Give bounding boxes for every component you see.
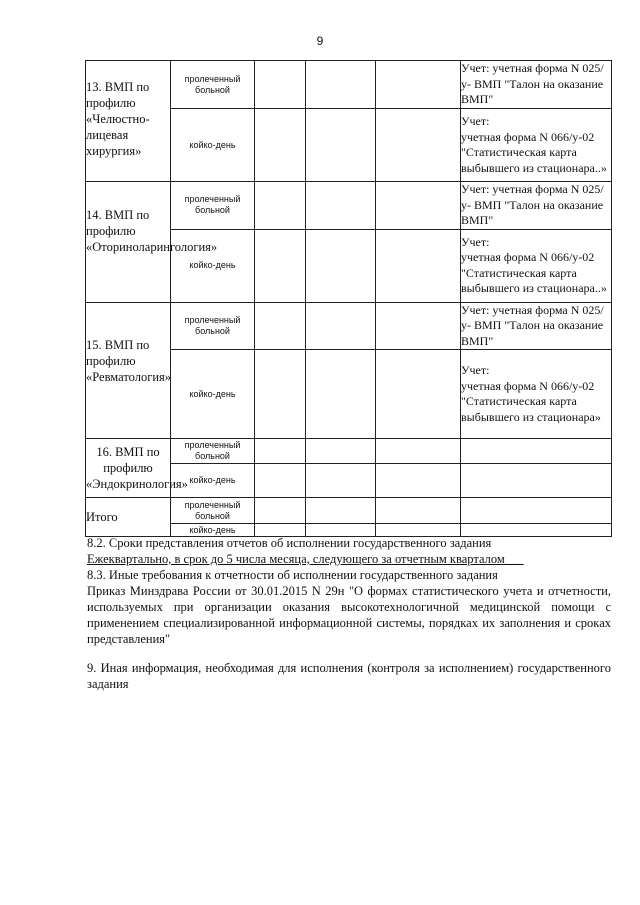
source-cell: Учет: учетная форма N 066/у-02 "Статистическая карта выбывшего из стационара» [461,350,612,439]
row-label: 14. ВМП по профилю «Оториноларингология» [86,182,171,303]
table-row [86,182,612,230]
unit-cell: пролеченный больной [171,439,255,464]
unit-cell: койко-день [171,229,255,302]
unit-cell: койко-день [171,524,255,537]
row-label: 13. ВМП по профилю «Челюстно-лицевая хирургия» [86,61,171,182]
report-table [85,60,612,537]
row-label: 15. ВМП по профилю «Ревматология» [86,302,171,439]
source-cell: Учет: учетная форма N 025/у- ВМП "Талон на оказание ВМП" [461,182,612,230]
source-cell: Учет: учетная форма N 025/у- ВМП "Талон на оказание ВМП" [461,302,612,350]
table-row [86,498,612,524]
section-8-3-title: 8.3. Иные требования к отчетности об исполнении государственного задания [87,568,498,582]
table-row [86,439,612,464]
unit-cell: пролеченный больной [171,302,255,350]
unit-cell: пролеченный больной [171,182,255,230]
unit-cell: койко-день [171,350,255,439]
source-cell: Учет: учетная форма N 066/у-02 "Статистическая карта выбывшего из стационара..» [461,109,612,182]
unit-cell: пролеченный больной [171,61,255,109]
unit-cell: койко-день [171,109,255,182]
unit-cell: койко-день [171,464,255,498]
unit-cell: пролеченный больной [171,498,255,524]
section-9: 9. Иная информация, необходимая для исполнения (контроля за исполнением) государственного задания [87,661,611,691]
row-label: Итого [86,498,171,537]
row-label: 16. ВМП по профилю «Эндокринология» [86,439,171,498]
section-8-2-title: 8.2. Сроки представления отчетов об исполнении государственного задания [87,536,492,550]
page-number: 9 [316,34,324,48]
table-row [86,61,612,109]
table-row [86,302,612,350]
section-8-2-value: Ежеквартально, в срок до 5 числа месяца, следующего за отчетным кварталом___ [87,552,524,566]
source-cell: Учет: учетная форма N 025/у- ВМП "Талон на оказание ВМП" [461,61,612,109]
section-8-3-value: Приказ Минздрава России от 30.01.2015 N 29н "О формах статистического учета и отчетности, используемых при организации оказания высокотехнологичной медицинской помощи с применением специализированной информационной системы, порядках их заполнения и сроках представления" [87,584,611,646]
source-cell: Учет: учетная форма N 066/у-02 "Статистическая карта выбывшего из стационара..» [461,229,612,302]
